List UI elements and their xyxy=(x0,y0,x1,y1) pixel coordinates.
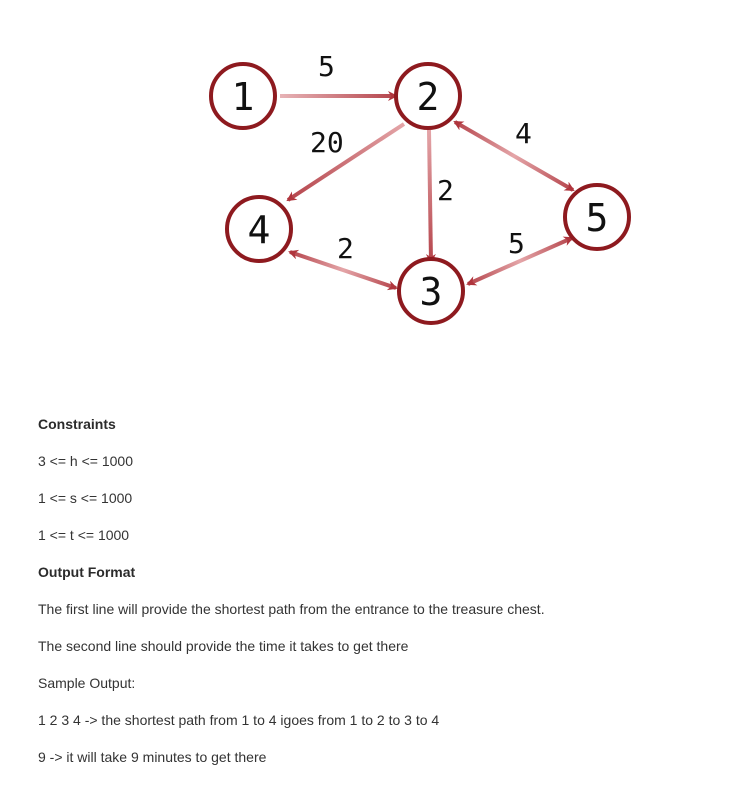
edge-weight-2-3: 2 xyxy=(437,174,454,207)
output-format-heading: Output Format xyxy=(38,564,136,580)
edge-weight-2-4: 20 xyxy=(310,126,344,159)
graph-node-1 xyxy=(211,64,275,128)
output-format-line-1: The first line will provide the shortest path from the entrance to the treasure chest. xyxy=(38,601,545,617)
sample-output-line-1: 1 2 3 4 -> the shortest path from 1 to 4 igoes from 1 to 2 to 3 to 4 xyxy=(38,712,440,728)
graph-node-3 xyxy=(399,259,463,323)
edge-2-3 xyxy=(429,130,431,262)
weighted-graph-diagram xyxy=(0,0,749,350)
constraint-s: 1 <= s <= 1000 xyxy=(38,490,133,506)
edge-weight-3-5: 5 xyxy=(508,227,525,260)
edge-weight-2-5: 4 xyxy=(515,117,532,150)
graph-node-5 xyxy=(565,185,629,249)
constraint-h: 3 <= h <= 1000 xyxy=(38,453,133,469)
svg-text:4: 4 xyxy=(247,208,271,252)
svg-text:1: 1 xyxy=(231,75,255,119)
svg-text:5: 5 xyxy=(585,196,609,240)
constraint-t: 1 <= t <= 1000 xyxy=(38,527,130,543)
edge-weight-1-2: 5 xyxy=(318,50,335,83)
svg-text:3: 3 xyxy=(419,270,443,314)
edge-2-5 xyxy=(455,122,573,190)
output-format-line-2: The second line should provide the time it takes to get there xyxy=(38,638,409,654)
sample-output-line-2: 9 -> it will take 9 minutes to get there xyxy=(38,749,267,765)
edge-2-4 xyxy=(288,124,404,200)
graph-node-2 xyxy=(396,64,460,128)
edge-weight-4-3: 2 xyxy=(337,232,354,265)
constraints-heading: Constraints xyxy=(38,416,116,432)
svg-text:2: 2 xyxy=(416,75,440,119)
graph-node-4 xyxy=(227,197,291,261)
sample-output-heading: Sample Output: xyxy=(38,675,136,691)
